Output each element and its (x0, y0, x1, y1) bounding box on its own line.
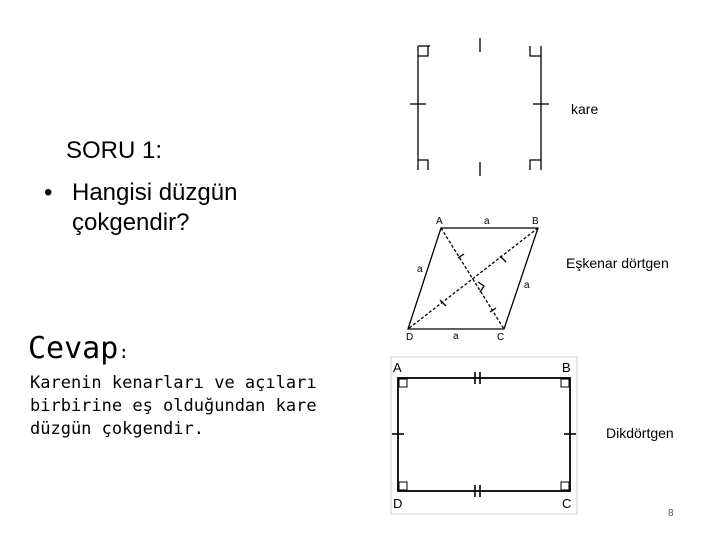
rhombus-side-right: a (524, 280, 530, 291)
rectangle-vertex-d: D (393, 496, 403, 511)
answer-text: Karenin kenarları ve açıları birbirine eş olduğundan kare düzgün çokgendir. (30, 373, 317, 439)
rectangle-label: Dikdörtgen (606, 425, 674, 441)
rhombus-side-bottom: a (453, 331, 459, 342)
rhombus-vertex-c: C (497, 332, 505, 343)
answer-label: Cevap (28, 331, 119, 366)
answer-colon: : (118, 342, 130, 363)
question-text: Hangisi düzgün çokgendir? (72, 179, 238, 236)
bullet-point: • (44, 179, 53, 206)
rectangle-vertex-a: A (393, 360, 402, 375)
square-label: kare (571, 101, 599, 117)
rhombus-vertex-b: B (532, 216, 539, 227)
rhombus-vertex-d: D (406, 332, 414, 343)
question-title: SORU 1: (66, 137, 163, 164)
rhombus-side-left: a (417, 264, 423, 275)
page-number: 8 (668, 508, 674, 519)
rhombus-vertex-a: A (436, 216, 443, 227)
rectangle-vertex-c: C (562, 496, 572, 511)
answer-heading (28, 330, 129, 372)
rhombus-label: Eşkenar dörtgen (566, 255, 669, 271)
rectangle-vertex-b: B (562, 360, 571, 375)
rhombus-side-top: a (484, 216, 490, 227)
